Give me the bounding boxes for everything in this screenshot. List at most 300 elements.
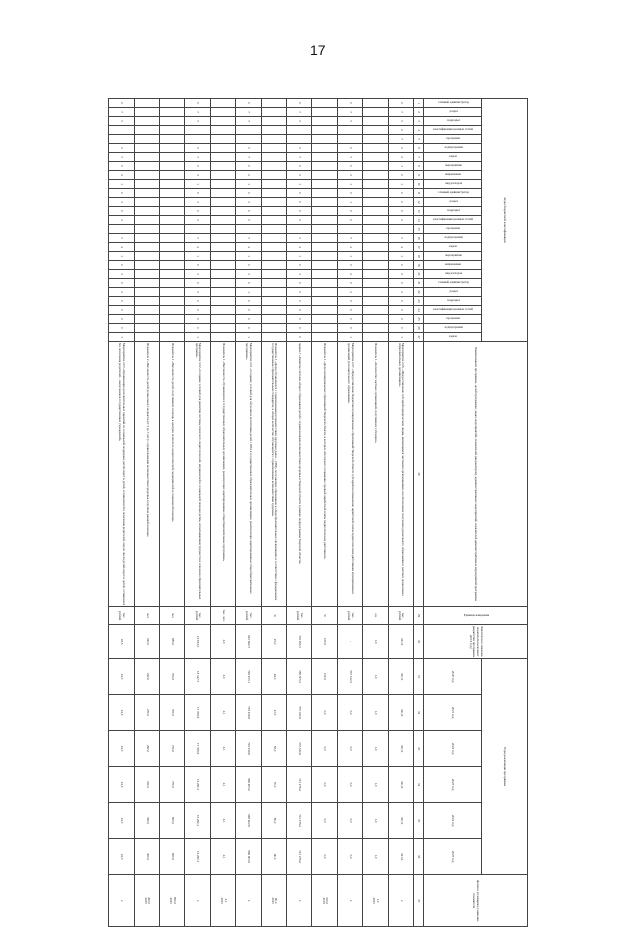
code-cell bbox=[159, 324, 184, 333]
year-value-cell: 24,5 bbox=[109, 767, 135, 803]
year-value-cell: 0,0 bbox=[337, 803, 362, 839]
code-cell bbox=[312, 324, 337, 333]
code-cell: 0 bbox=[185, 279, 210, 288]
code-subheader: главный администратор bbox=[424, 279, 482, 288]
code-cell: 7 bbox=[109, 108, 135, 117]
code-cell: 0 bbox=[388, 279, 413, 288]
code-cell bbox=[261, 162, 286, 171]
code-cell bbox=[312, 234, 337, 243]
final-value: х bbox=[196, 899, 201, 902]
code-cell: 1 bbox=[109, 252, 135, 261]
code-cell bbox=[159, 270, 184, 279]
code-cell bbox=[159, 189, 184, 198]
code-cell bbox=[134, 162, 159, 171]
code-cell: 1 bbox=[185, 252, 210, 261]
code-cell bbox=[363, 279, 388, 288]
code-cell bbox=[159, 162, 184, 171]
code-cell bbox=[286, 126, 311, 135]
final-value-cell bbox=[286, 875, 311, 927]
code-cell: 7 bbox=[109, 153, 135, 162]
code-cell: 5 bbox=[109, 117, 135, 126]
code-cell: 7 bbox=[337, 108, 362, 117]
unit-cell: тыс. рублей bbox=[286, 607, 311, 625]
code-cell: 0 bbox=[185, 261, 210, 270]
code-cell: 1 bbox=[236, 252, 261, 261]
column-index: 10 bbox=[414, 180, 424, 189]
code-cell bbox=[312, 252, 337, 261]
code-cell: 2 bbox=[236, 171, 261, 180]
base-value-cell: 1,0 bbox=[363, 625, 388, 659]
year-value-cell: 713 276,2 bbox=[286, 767, 311, 803]
code-cell: 1 bbox=[109, 180, 135, 189]
code-cell: 0 bbox=[236, 306, 261, 315]
year-value-cell: 800,0 bbox=[159, 803, 184, 839]
final-value: х bbox=[399, 899, 404, 902]
code-cell: 0 bbox=[286, 207, 311, 216]
code-subheader: подраздел bbox=[424, 207, 482, 216]
code-cell bbox=[210, 315, 235, 324]
table-row bbox=[134, 99, 159, 927]
code-subheader: подпрограмма bbox=[424, 144, 482, 153]
year-value-cell: 24,5 bbox=[109, 839, 135, 875]
code-cell: 3 bbox=[286, 270, 311, 279]
code-cell: 0 bbox=[337, 297, 362, 306]
column-index: 37 bbox=[414, 875, 424, 927]
code-cell: 3 bbox=[236, 270, 261, 279]
code-cell: 0 bbox=[388, 126, 413, 135]
code-cell: 0 bbox=[236, 261, 261, 270]
code-cell bbox=[159, 315, 184, 324]
code-cell: 0 bbox=[109, 297, 135, 306]
code-cell bbox=[109, 126, 135, 135]
column-index: 17 bbox=[414, 243, 424, 252]
code-cell: 0 bbox=[388, 324, 413, 333]
code-cell: 1 bbox=[337, 198, 362, 207]
code-cell bbox=[210, 306, 235, 315]
code-cell: 0 bbox=[337, 324, 362, 333]
code-cell: 0 bbox=[337, 189, 362, 198]
code-subheader: вид расходов bbox=[424, 270, 482, 279]
code-cell bbox=[134, 207, 159, 216]
row-name-cell: Показатель 1 «Доля обучающихся с ограниченными возможностями здоровья (далее – ОВЗ), получающих образование в общеобразовательных организациях в соответствии с федеральным государственным образовательным стандартом, в общем количестве обучающихся с ограниченными возможностями здоровья» bbox=[261, 342, 286, 607]
row-name-cell: Показатель 1 «Количество частных организаций, получивших субсидию» bbox=[363, 342, 388, 607]
code-cell: 0 bbox=[388, 216, 413, 225]
base-value-cell: 680,0 bbox=[159, 625, 184, 659]
code-cell bbox=[134, 99, 159, 108]
code-cell: 2 bbox=[388, 270, 413, 279]
code-subheader: задача bbox=[424, 333, 482, 342]
years-header: Годы реализации программы bbox=[482, 659, 528, 875]
code-cell bbox=[312, 108, 337, 117]
code-cell: 0 bbox=[388, 261, 413, 270]
code-cell: 7 bbox=[236, 153, 261, 162]
code-cell bbox=[312, 180, 337, 189]
code-cell bbox=[159, 261, 184, 270]
code-cell: 1 bbox=[185, 180, 210, 189]
year-header: 2020 год bbox=[424, 659, 482, 695]
code-cell bbox=[363, 108, 388, 117]
code-cell: 1 bbox=[185, 333, 210, 342]
code-cell: 2 bbox=[109, 171, 135, 180]
code-cell: 7 bbox=[286, 153, 311, 162]
code-cell bbox=[210, 99, 235, 108]
code-cell bbox=[312, 171, 337, 180]
year-value-cell: 321,6 bbox=[388, 803, 413, 839]
code-cell: 2 bbox=[337, 171, 362, 180]
code-cell bbox=[363, 189, 388, 198]
code-cell bbox=[363, 315, 388, 324]
year-value-cell: 58,0 bbox=[261, 731, 286, 767]
code-cell bbox=[261, 324, 286, 333]
code-cell bbox=[236, 225, 261, 234]
code-cell bbox=[159, 225, 184, 234]
final-value: 800,0 bbox=[172, 897, 177, 905]
code-cell bbox=[312, 99, 337, 108]
code-cell bbox=[363, 171, 388, 180]
code-cell: 4 bbox=[286, 243, 311, 252]
code-cell bbox=[159, 171, 184, 180]
code-cell bbox=[363, 252, 388, 261]
base-value-cell: 25,0 bbox=[261, 625, 286, 659]
code-cell: 2 bbox=[337, 270, 362, 279]
code-cell bbox=[236, 126, 261, 135]
code-cell bbox=[210, 297, 235, 306]
code-cell: 3 bbox=[109, 288, 135, 297]
code-cell bbox=[261, 306, 286, 315]
final-value-cell bbox=[210, 875, 235, 927]
year-header: 2023 год bbox=[424, 767, 482, 803]
column-index: 36 bbox=[414, 839, 424, 875]
code-cell: 0 bbox=[337, 99, 362, 108]
code-cell bbox=[363, 162, 388, 171]
code-cell: 0 bbox=[109, 162, 135, 171]
table-row bbox=[286, 99, 311, 927]
year-value-cell: 2,0 bbox=[210, 659, 235, 695]
column-index: 24 bbox=[414, 306, 424, 315]
code-subheader: раздел bbox=[424, 198, 482, 207]
year-value-cell: 700,0 bbox=[159, 659, 184, 695]
code-subheader: классификация целевых статей bbox=[424, 126, 482, 135]
code-cell: 0 bbox=[109, 315, 135, 324]
code-cell bbox=[261, 333, 286, 342]
code-cell: 0 bbox=[286, 261, 311, 270]
code-cell: 0 bbox=[109, 189, 135, 198]
code-cell bbox=[312, 297, 337, 306]
code-cell bbox=[261, 171, 286, 180]
code-cell bbox=[261, 288, 286, 297]
code-cell bbox=[261, 234, 286, 243]
column-index: 6 bbox=[414, 144, 424, 153]
code-cell: 0 bbox=[286, 144, 311, 153]
unit-column-header: Единица измерения bbox=[424, 607, 528, 625]
code-cell: 0 bbox=[236, 324, 261, 333]
table-row bbox=[312, 99, 337, 927]
year-value-cell: 719 918,8 bbox=[236, 695, 261, 731]
code-cell bbox=[210, 117, 235, 126]
unit-cell: % bbox=[261, 607, 286, 625]
code-cell bbox=[363, 198, 388, 207]
code-cell: 0 bbox=[109, 279, 135, 288]
base-value-cell: 2,0 bbox=[210, 625, 235, 659]
code-cell bbox=[159, 297, 184, 306]
year-value-cell: 0,0 bbox=[312, 695, 337, 731]
year-value-cell: 700,0 bbox=[159, 695, 184, 731]
code-cell: 5 bbox=[236, 234, 261, 243]
year-value-cell: 240,0 bbox=[134, 659, 159, 695]
code-cell bbox=[312, 315, 337, 324]
column-index: 32 bbox=[414, 695, 424, 731]
year-header: 2022 год bbox=[424, 731, 482, 767]
code-cell bbox=[210, 234, 235, 243]
code-cell bbox=[210, 189, 235, 198]
code-subheader: программа bbox=[424, 315, 482, 324]
final-value: 400,0 bbox=[147, 897, 152, 905]
code-cell bbox=[109, 225, 135, 234]
year-value-cell: 0,0 bbox=[337, 731, 362, 767]
final-value: 90,0 bbox=[274, 897, 279, 904]
code-cell: 1 bbox=[109, 333, 135, 342]
column-index: 20 bbox=[414, 270, 424, 279]
code-cell bbox=[210, 198, 235, 207]
code-cell bbox=[159, 99, 184, 108]
base-value-cell: 691 662,7 bbox=[236, 625, 261, 659]
column-index: 33 bbox=[414, 731, 424, 767]
year-value-cell: 719 918,8 bbox=[236, 731, 261, 767]
code-cell bbox=[261, 243, 286, 252]
year-value-cell: 16 290,1 bbox=[185, 803, 210, 839]
final-value-cell bbox=[388, 875, 413, 927]
code-subheader: задача bbox=[424, 243, 482, 252]
year-value-cell: 0,0 bbox=[337, 695, 362, 731]
code-cell: 1 bbox=[388, 162, 413, 171]
code-cell: 0 bbox=[236, 162, 261, 171]
code-cell bbox=[159, 288, 184, 297]
code-cell bbox=[134, 135, 159, 144]
code-cell bbox=[210, 252, 235, 261]
code-cell bbox=[261, 261, 286, 270]
code-cell: 0 bbox=[185, 99, 210, 108]
column-index: 4 bbox=[414, 126, 424, 135]
code-cell bbox=[312, 162, 337, 171]
final-value-cell bbox=[159, 875, 184, 927]
year-value-cell: 100,0 bbox=[312, 659, 337, 695]
code-cell: 0 bbox=[388, 144, 413, 153]
code-subheader: подраздел bbox=[424, 297, 482, 306]
base-value-cell: 716 295,7 bbox=[286, 625, 311, 659]
code-cell: 3 bbox=[388, 288, 413, 297]
code-cell bbox=[159, 333, 184, 342]
code-cell: 7 bbox=[337, 153, 362, 162]
code-cell bbox=[312, 243, 337, 252]
code-cell: 0 bbox=[236, 207, 261, 216]
code-cell bbox=[363, 297, 388, 306]
code-cell bbox=[134, 108, 159, 117]
code-cell: 0 bbox=[388, 171, 413, 180]
year-value-cell: 1,0 bbox=[363, 803, 388, 839]
code-cell bbox=[159, 234, 184, 243]
code-cell: 0 bbox=[388, 297, 413, 306]
code-cell: 0 bbox=[286, 216, 311, 225]
code-cell: 0 bbox=[185, 297, 210, 306]
code-cell bbox=[261, 153, 286, 162]
code-cell: 3 bbox=[109, 198, 135, 207]
code-cell: 0 bbox=[337, 207, 362, 216]
row-name-cell: Мероприятие 2.07. «Предоставление бюджетам муниципальных образований Тверской области субсидий на повышение заработной платы педагогическим работникам муниципальных организаций дополнительного образования» bbox=[337, 342, 362, 607]
year-value-cell: 737 320,9 bbox=[286, 695, 311, 731]
row-name-cell: Показатель 2 «Численность детей дошкольного возраста (от 2 до 3 лет) с ограниченными возможностями здоровья в группах ранней помощи» bbox=[134, 342, 159, 607]
code-cell: 0 bbox=[185, 162, 210, 171]
code-cell bbox=[210, 324, 235, 333]
code-cell: 0 bbox=[337, 261, 362, 270]
code-cell bbox=[261, 216, 286, 225]
table-row bbox=[159, 99, 184, 927]
year-value-cell: 696 903,6 bbox=[236, 839, 261, 875]
row-name-cell: Мероприятие 2.06. «Предоставление субсидий юридическим лицам, являющимся частными организациями, на обеспечение получения дошкольного образования в частных дошкольных образовательных организациях» bbox=[388, 342, 413, 607]
year-value-cell: 17 359,6 bbox=[185, 731, 210, 767]
code-cell: 3 bbox=[236, 198, 261, 207]
unit-cell: тыс. рублей bbox=[337, 607, 362, 625]
program-indicators-table bbox=[108, 98, 528, 927]
code-cell bbox=[134, 252, 159, 261]
code-cell bbox=[159, 153, 184, 162]
code-cell bbox=[134, 279, 159, 288]
code-subheader: подпрограмма bbox=[424, 234, 482, 243]
code-cell bbox=[261, 207, 286, 216]
code-cell bbox=[210, 270, 235, 279]
code-subheader: мероприятие bbox=[424, 252, 482, 261]
year-value-cell: 1,0 bbox=[363, 767, 388, 803]
code-subheader: программа bbox=[424, 225, 482, 234]
code-cell bbox=[210, 279, 235, 288]
code-cell bbox=[312, 225, 337, 234]
final-year: 2019 bbox=[321, 897, 326, 904]
base-value-cell: - bbox=[337, 625, 362, 659]
code-cell bbox=[134, 315, 159, 324]
code-cell bbox=[134, 144, 159, 153]
code-cell bbox=[363, 153, 388, 162]
year-value-cell: 16 290,1 bbox=[185, 767, 210, 803]
final-value-cell bbox=[185, 875, 210, 927]
table-row bbox=[388, 99, 413, 927]
code-cell bbox=[210, 153, 235, 162]
column-index: 1 bbox=[414, 99, 424, 108]
code-cell bbox=[363, 216, 388, 225]
column-index: 19 bbox=[414, 261, 424, 270]
code-cell: 4 bbox=[337, 243, 362, 252]
code-cell: 7 bbox=[286, 108, 311, 117]
row-name-cell: Задача 3 «Развитие системы общего образования детей с ограниченными возможностями здоровья в Тверской области в рамках подпрограммы Тверской области» bbox=[286, 342, 311, 607]
code-cell: 5 bbox=[185, 234, 210, 243]
year-value-cell: 80,0 bbox=[261, 803, 286, 839]
code-cell bbox=[261, 270, 286, 279]
code-cell: 1 bbox=[388, 180, 413, 189]
code-cell: 1 bbox=[337, 252, 362, 261]
code-cell bbox=[159, 207, 184, 216]
code-subheader: направление bbox=[424, 261, 482, 270]
code-cell bbox=[363, 261, 388, 270]
final-value: 2,1 bbox=[223, 898, 228, 903]
column-index: 35 bbox=[414, 803, 424, 839]
code-cell: 0 bbox=[185, 144, 210, 153]
code-cell bbox=[210, 216, 235, 225]
code-cell bbox=[261, 252, 286, 261]
base-value-cell: 18,5 bbox=[109, 625, 135, 659]
code-cell bbox=[261, 99, 286, 108]
year-header: 2025 год bbox=[424, 839, 482, 875]
year-value-cell: 729 973,1 bbox=[236, 659, 261, 695]
column-index: 30 bbox=[414, 625, 424, 659]
final-value-cell bbox=[312, 875, 337, 927]
year-value-cell: 290,0 bbox=[134, 731, 159, 767]
unit-cell: тыс. чел. bbox=[210, 607, 235, 625]
code-cell: 0 bbox=[236, 279, 261, 288]
final-year: 2025 bbox=[169, 897, 174, 904]
code-cell bbox=[210, 171, 235, 180]
column-index: 11 bbox=[414, 189, 424, 198]
code-cell bbox=[134, 153, 159, 162]
year-value-cell: 47,0 bbox=[261, 695, 286, 731]
year-value-cell: 46,3 bbox=[261, 659, 286, 695]
year-value-cell: 400,0 bbox=[134, 839, 159, 875]
base-value-cell: 220,0 bbox=[134, 625, 159, 659]
code-cell: 4 bbox=[388, 243, 413, 252]
final-value: 1,0 bbox=[376, 898, 381, 903]
year-value-cell: 507 122,3 bbox=[337, 659, 362, 695]
code-cell: 3 bbox=[185, 198, 210, 207]
budget-codes-header: Коды бюджетной классификации bbox=[482, 99, 528, 342]
code-cell bbox=[236, 135, 261, 144]
code-cell bbox=[210, 135, 235, 144]
code-cell bbox=[185, 225, 210, 234]
code-cell bbox=[363, 270, 388, 279]
code-cell: 2 bbox=[185, 288, 210, 297]
code-cell bbox=[210, 126, 235, 135]
unit-cell: тыс. рублей bbox=[388, 607, 413, 625]
code-cell: 0 bbox=[109, 306, 135, 315]
code-cell bbox=[210, 180, 235, 189]
code-cell: 4 bbox=[236, 243, 261, 252]
code-cell: 0 bbox=[185, 324, 210, 333]
year-value-cell: 321,6 bbox=[388, 695, 413, 731]
code-cell bbox=[159, 117, 184, 126]
code-cell bbox=[159, 180, 184, 189]
code-cell: 0 bbox=[236, 297, 261, 306]
code-cell: 0 bbox=[388, 315, 413, 324]
code-cell: 0 bbox=[337, 216, 362, 225]
code-cell bbox=[134, 171, 159, 180]
final-value: 100,0 bbox=[325, 897, 330, 905]
final-value-cell bbox=[337, 875, 362, 927]
year-value-cell: 2,1 bbox=[210, 695, 235, 731]
year-header: 2021 год bbox=[424, 695, 482, 731]
code-cell: 2 bbox=[388, 153, 413, 162]
final-year: 2025 bbox=[270, 897, 275, 904]
code-cell: 4 bbox=[185, 243, 210, 252]
code-subheader: главный администратор bbox=[424, 189, 482, 198]
code-cell: 5 bbox=[286, 234, 311, 243]
code-cell: 0 bbox=[286, 315, 311, 324]
year-value-cell: 696 905,0 bbox=[236, 767, 261, 803]
final-value-cell bbox=[134, 875, 159, 927]
code-cell bbox=[261, 108, 286, 117]
code-cell bbox=[363, 306, 388, 315]
code-cell: 1 bbox=[286, 180, 311, 189]
table-row bbox=[109, 99, 135, 927]
code-cell: 0 bbox=[388, 207, 413, 216]
final-year: 2025 bbox=[372, 897, 377, 904]
table-row bbox=[210, 99, 235, 927]
code-cell: 5 bbox=[185, 117, 210, 126]
